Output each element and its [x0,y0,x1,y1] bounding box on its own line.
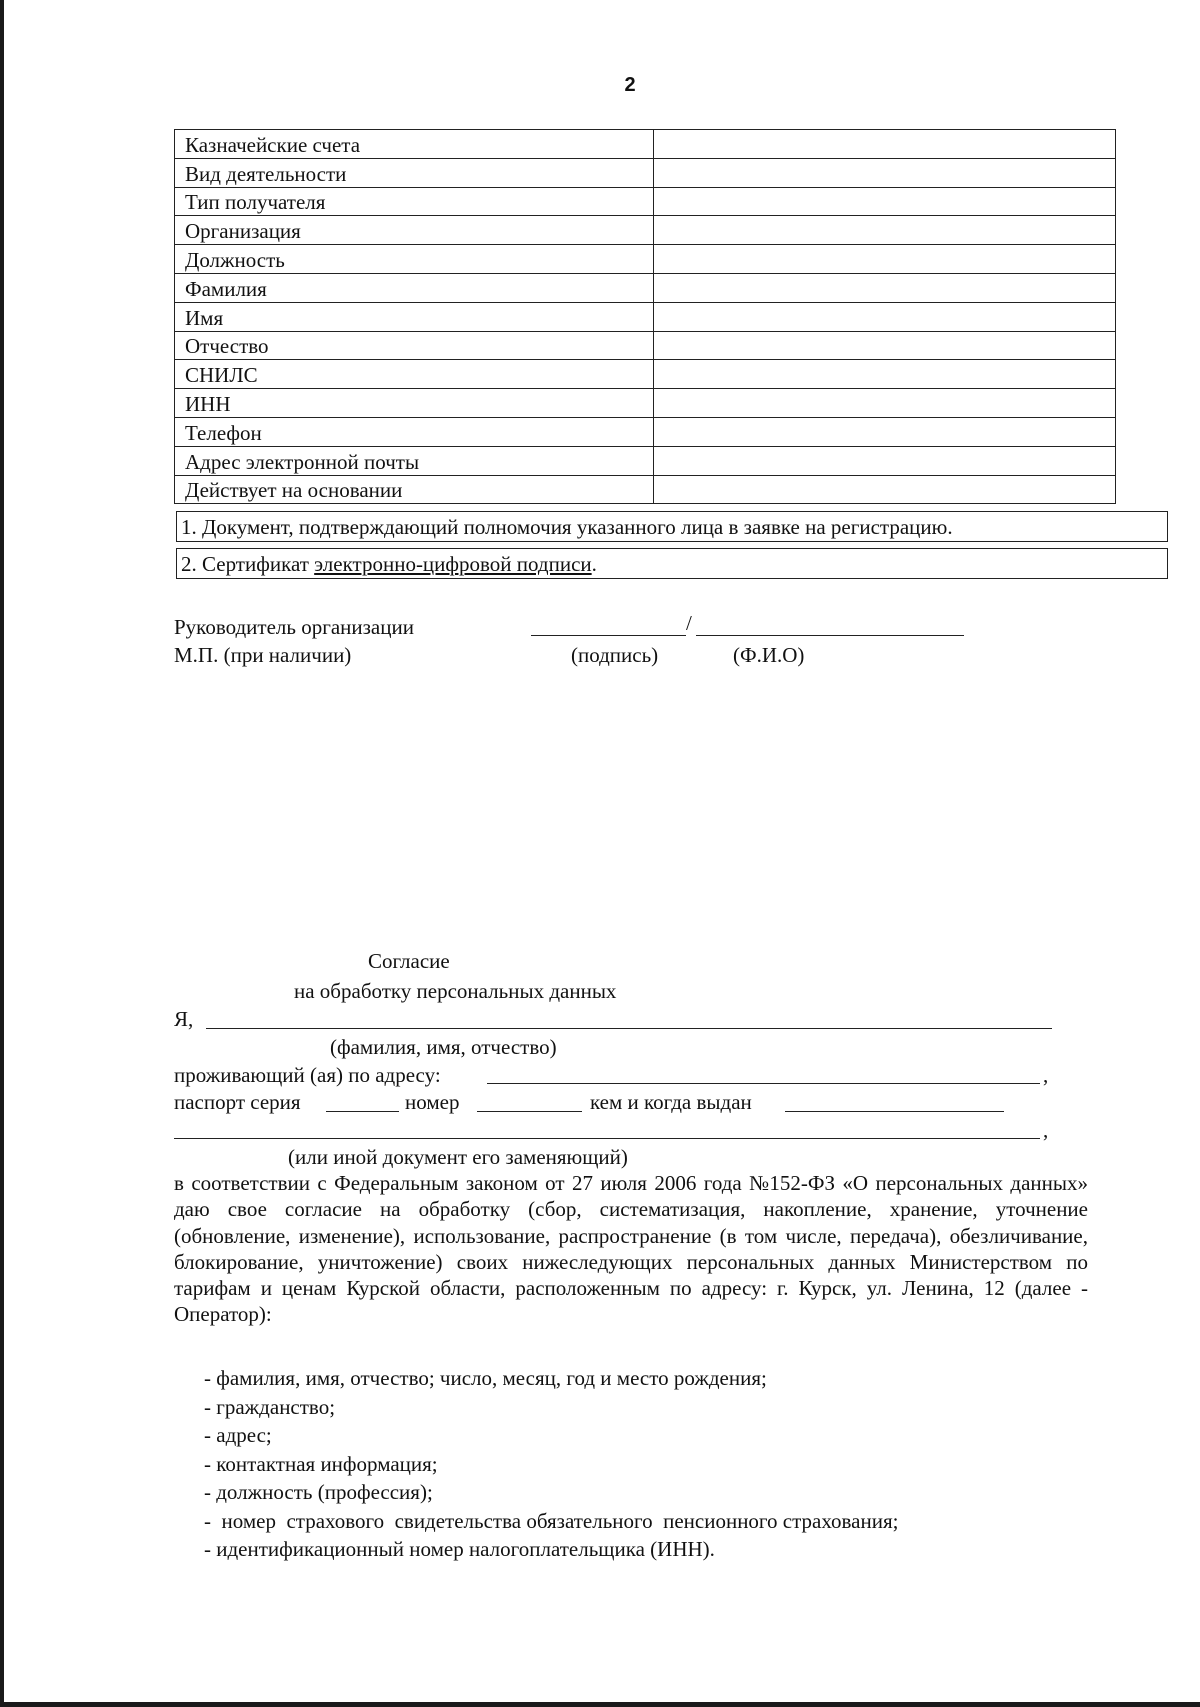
list-item: - адрес; [204,1423,272,1447]
attachment-item-1 [176,511,1168,542]
row-label-organization: Организация [175,216,654,245]
row-value-treasury-accounts[interactable] [653,130,1115,159]
table-row [175,158,1116,187]
passport-series-line[interactable] [326,1111,399,1112]
table-row [175,417,1116,446]
table-row [175,389,1116,418]
table-row [175,245,1116,274]
passport-series-label: паспорт серия [174,1090,301,1114]
row-label-phone: Телефон [175,417,654,446]
i-label: Я, [174,1007,194,1031]
row-label-treasury-accounts: Казначейские счета [175,130,654,159]
passport-continuation-line[interactable] [174,1138,1040,1139]
name-line[interactable] [696,635,964,636]
table-row [175,446,1116,475]
list-item: - гражданство; [204,1394,336,1419]
table-row [175,273,1116,302]
attachment-item-1-text: 1. Документ, подтверждающий полномочия указанного лица в заявке на регистрацию. [181,515,953,539]
row-label-inn: ИНН [175,389,654,418]
address-label: проживающий (ая) по адресу: [174,1063,441,1087]
list-item: - должность (профессия); [204,1480,433,1504]
table-row [175,475,1116,504]
list-item: - номер страхового свидетельства обязательного пенсионного страхования; [204,1508,899,1533]
row-value-patronymic[interactable] [653,331,1115,360]
row-value-snils[interactable] [653,360,1115,389]
consent-title: Согласие [368,949,450,973]
seal-label: М.П. (при наличии) [174,643,352,667]
consent-paragraph: в соответствии с Федеральным законом от 27 июля 2006 года №152-ФЗ «О персональных данных» даю свое согласие на обработку (сбор, систематизация, накопление, хранение, уточнение (обновление, изменение), использование, распространение (в том числе, передача), обезличивание, блокирование, уничтожение) своих нижеследующих персональных данных Министерством по тарифам и ценам Курской области, расположенным по адресу: г. Курск, ул. Ленина, 12 (далее - Оператор): [174,1171,1088,1327]
attachment-item-2-underlined: электронно-цифровой подписи [314,552,592,576]
row-label-surname: Фамилия [175,273,654,302]
attachment-item-2-prefix: 2. Сертификат [181,552,315,576]
page-edge-bottom [0,1702,1200,1707]
table-row [175,187,1116,216]
list-item: - фамилия, имя, отчество; число, месяц, год и место рождения; [204,1366,767,1390]
signature-line[interactable] [531,635,686,636]
page-number: 2 [624,74,636,96]
attachment-item-2 [176,548,1168,579]
list-item: - идентификационный номер налогоплательщика (ИНН). [204,1537,715,1561]
table-row [175,360,1116,389]
row-value-phone[interactable] [653,417,1115,446]
row-value-position[interactable] [653,245,1115,274]
address-line[interactable] [487,1083,1040,1084]
list-item: - контактная информация; [204,1451,438,1476]
row-value-surname[interactable] [653,273,1115,302]
row-label-activity-type: Вид деятельности [175,158,654,187]
table-row [175,130,1116,159]
row-value-first-name[interactable] [653,302,1115,331]
row-label-recipient-type: Тип получателя [175,187,654,216]
row-value-authority-basis[interactable] [653,475,1115,504]
row-label-position: Должность [175,245,654,274]
row-label-first-name: Имя [175,302,654,331]
row-label-snils: СНИЛС [175,360,654,389]
attachment-item-2-suffix: . [591,552,597,576]
registration-table [174,129,1116,504]
personal-data-list [204,1364,898,1564]
passport-number-label: номер [405,1090,460,1114]
row-label-patronymic: Отчество [175,331,654,360]
row-label-email: Адрес электронной почты [175,446,654,475]
consent-subtitle: на обработку персональных данных [294,979,617,1003]
issued-by-label: кем и когда выдан [590,1090,752,1114]
row-value-organization[interactable] [653,216,1115,245]
row-value-recipient-type[interactable] [653,187,1115,216]
row-label-authority-basis: Действует на основании [175,475,654,504]
passport-number-line[interactable] [477,1111,582,1112]
issued-by-line[interactable] [785,1111,1004,1112]
table-row [175,216,1116,245]
address-comma: , [1043,1063,1049,1087]
page-edge-left [0,0,4,1707]
document-caption: (или иной документ его заменяющий) [288,1145,628,1169]
table-row [175,302,1116,331]
fio-line[interactable] [206,1028,1052,1029]
signature-caption: (подпись) [571,643,659,667]
row-value-activity-type[interactable] [653,158,1115,187]
head-of-organization-label: Руководитель организации [174,615,414,639]
fio-caption: (фамилия, имя, отчество) [330,1035,557,1059]
row-value-inn[interactable] [653,389,1115,418]
passport-comma: , [1043,1118,1049,1142]
row-value-email[interactable] [653,446,1115,475]
name-caption: (Ф.И.О) [733,643,805,667]
table-row [175,331,1116,360]
signature-separator: / [686,611,692,635]
